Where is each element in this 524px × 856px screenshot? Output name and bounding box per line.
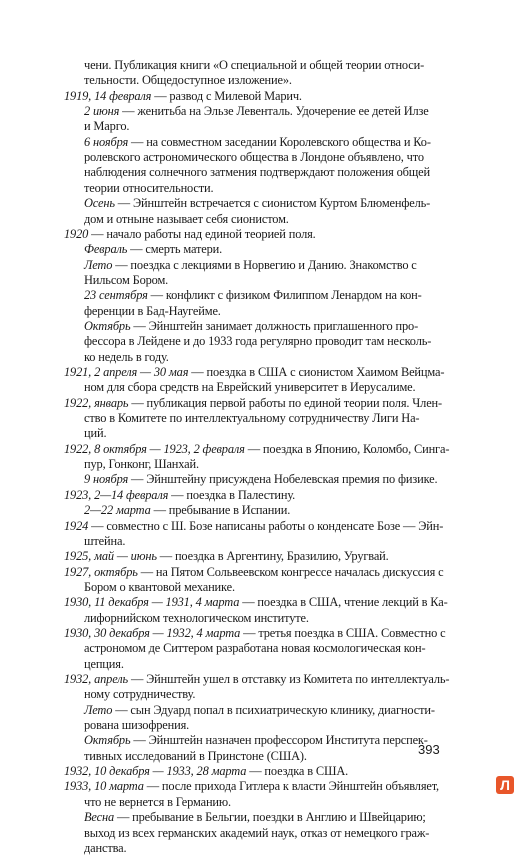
date-label: Октябрь bbox=[84, 733, 131, 748]
line-text: — пребывание в Испании. bbox=[150, 503, 291, 518]
date-label: 1932, 10 декабря — 1933, 28 марта bbox=[64, 764, 247, 779]
text-line bbox=[64, 89, 302, 104]
line-text: — смерть матери. bbox=[127, 242, 223, 257]
text-line bbox=[84, 733, 428, 748]
text-line bbox=[84, 181, 213, 196]
line-text: — на совместном заседании Королевского общества и Ко- bbox=[128, 134, 431, 149]
text-line bbox=[84, 703, 435, 718]
text-line bbox=[64, 227, 316, 242]
text-line bbox=[84, 426, 106, 441]
text-line bbox=[84, 503, 290, 518]
line-text: выход из всех германских академий наук, отказ от немецкого граж- bbox=[84, 825, 430, 840]
text-line bbox=[84, 150, 424, 165]
text-line bbox=[84, 135, 431, 150]
line-text: ций. bbox=[84, 426, 107, 441]
date-label: 1922, январь bbox=[64, 395, 129, 410]
line-text: — сын Эдуард попал в психиатрическую клинику, диагности- bbox=[112, 702, 435, 717]
line-text: тельности. Общедоступное изложение». bbox=[84, 73, 292, 88]
line-text: — после прихода Гитлера к власти Эйнштейн объявляет, bbox=[143, 779, 440, 794]
line-text: — поездка в Аргентину, Бразилию, Уругвай. bbox=[156, 549, 389, 564]
line-text: Нильсом Бором. bbox=[84, 272, 169, 287]
text-line bbox=[84, 472, 437, 487]
text-line bbox=[64, 764, 348, 779]
line-text: — женитьба на Эльзе Левенталь. Удочерение ее детей Илзе bbox=[119, 104, 429, 119]
text-line bbox=[84, 641, 425, 656]
line-text: — поездка с лекциями в Норвегию и Данию. Знакомство с bbox=[112, 257, 417, 272]
text-line bbox=[84, 304, 221, 319]
date-label: 2—22 марта bbox=[84, 503, 151, 518]
text-line bbox=[84, 212, 289, 227]
line-text: — Эйнштейн назначен профессором Института перспек- bbox=[130, 733, 428, 748]
text-line bbox=[84, 687, 195, 702]
text-line bbox=[84, 810, 426, 825]
date-label: 23 сентября bbox=[84, 288, 148, 303]
line-text: фессора в Лейдене и до 1933 года регулярно проводит там несколь- bbox=[84, 334, 432, 349]
date-label: Лето bbox=[84, 702, 113, 717]
date-label: 1924 bbox=[64, 518, 89, 533]
line-text: что не вернется в Германию. bbox=[84, 794, 231, 809]
text-line bbox=[64, 595, 448, 610]
line-text: — начало работы над единой теорией поля. bbox=[88, 226, 316, 241]
text-line bbox=[84, 841, 126, 856]
date-label: Весна bbox=[84, 810, 114, 825]
text-line bbox=[84, 534, 125, 549]
text-line bbox=[84, 795, 231, 810]
text-line bbox=[84, 196, 430, 211]
text-line bbox=[64, 626, 446, 641]
text-line bbox=[84, 165, 430, 180]
date-label: 1919, 14 февраля bbox=[64, 88, 152, 103]
text-line bbox=[64, 779, 439, 794]
text-line bbox=[64, 442, 449, 457]
publisher-logo-icon: Л bbox=[496, 776, 514, 794]
line-text: ференции в Бад-Наугейме. bbox=[84, 303, 221, 318]
text-line bbox=[84, 73, 292, 88]
date-label: 1925, май — июнь bbox=[64, 549, 157, 564]
text-line bbox=[64, 519, 443, 534]
line-text: — Эйнштейн встречается с сионистом Куртом Блюменфель- bbox=[114, 196, 431, 211]
text-line bbox=[84, 749, 307, 764]
date-label: 1923, 2—14 февраля bbox=[64, 487, 169, 502]
text-line bbox=[84, 273, 168, 288]
text-line bbox=[64, 396, 442, 411]
line-text: — третья поездка в США. Совместно с bbox=[240, 625, 446, 640]
line-text: — поездка в США с сионистом Хаимом Вейцма- bbox=[188, 365, 445, 379]
line-text: наблюдения солнечного затмения подтверждают положения общей bbox=[84, 165, 430, 180]
date-label: 6 ноября bbox=[84, 134, 129, 149]
date-label: 1933, 10 марта bbox=[64, 779, 144, 794]
text-line bbox=[64, 672, 449, 687]
text-line bbox=[84, 334, 431, 349]
line-text: и Марго. bbox=[84, 119, 130, 134]
text-line bbox=[64, 565, 443, 580]
line-text: цепция. bbox=[84, 656, 124, 671]
date-label: 1932, апрель bbox=[64, 672, 128, 686]
text-line bbox=[84, 611, 309, 626]
date-label: 9 ноября bbox=[84, 472, 129, 487]
text-line bbox=[84, 104, 429, 119]
text-line bbox=[84, 350, 169, 365]
line-text: — поездка в Японию, Коломбо, Синга- bbox=[244, 441, 450, 456]
page-number: 393 bbox=[418, 742, 440, 757]
text-line bbox=[64, 365, 444, 380]
line-text: астрономом де Ситтером разработана новая космологическая кон- bbox=[84, 641, 426, 656]
text-line bbox=[84, 826, 429, 841]
text-line bbox=[84, 258, 417, 273]
text-line bbox=[84, 457, 199, 472]
line-text: Бором о квантовой механике. bbox=[84, 579, 235, 594]
text-line bbox=[64, 549, 389, 564]
date-label: Лето bbox=[84, 257, 113, 272]
line-text: — на Пятом Сольвеевском конгрессе началась дискуссия с bbox=[137, 564, 444, 579]
date-label: 1930, 30 декабря — 1932, 4 марта bbox=[64, 625, 241, 640]
line-text: ство в Комитете по интеллектуальному сотрудничеству Лиги На- bbox=[84, 411, 420, 426]
date-label: 1927, октябрь bbox=[64, 564, 138, 579]
line-text: — поездка в Палестину. bbox=[168, 487, 296, 502]
line-text: данства. bbox=[84, 840, 127, 855]
text-line bbox=[84, 580, 235, 595]
text-line bbox=[84, 411, 419, 426]
line-text: ролевского астрономического общества в Лондоне объявлено, что bbox=[84, 150, 424, 165]
date-label: 1920 bbox=[64, 226, 89, 241]
line-text: ном для сбора средств на Еврейский университет в Иерусалиме. bbox=[84, 380, 416, 395]
text-line bbox=[84, 718, 189, 733]
date-label: Октябрь bbox=[84, 318, 131, 333]
line-text: теории относительности. bbox=[84, 180, 214, 195]
date-label: 1922, 8 октября — 1923, 2 февраля bbox=[64, 441, 245, 456]
line-text: — конфликт с физиком Филиппом Ленардом на кон- bbox=[147, 288, 422, 303]
line-text: дом и отныне называет себя сионистом. bbox=[84, 211, 289, 226]
line-text: — поездка в США. bbox=[246, 764, 349, 779]
text-line bbox=[84, 319, 418, 334]
date-label: 2 июня bbox=[84, 104, 120, 119]
text-line bbox=[84, 380, 415, 395]
line-text: — Эйнштейну присуждена Нобелевская премия по физике. bbox=[128, 472, 438, 487]
line-text: тивных исследований в Принстоне (США). bbox=[84, 748, 307, 763]
line-text: — развод с Милевой Марич. bbox=[151, 88, 302, 103]
date-label: Осень bbox=[84, 196, 115, 211]
line-text: пур, Гонконг, Шанхай. bbox=[84, 457, 199, 472]
line-text: чени. Публикация книги «О специальной и общей теории относи- bbox=[84, 58, 425, 72]
line-text: — публикация первой работы по единой теории поля. Член- bbox=[128, 395, 443, 410]
line-text: ко недель в году. bbox=[84, 349, 169, 364]
line-text: штейна. bbox=[84, 533, 126, 548]
line-text: лифорнийском технологическом институте. bbox=[84, 610, 309, 625]
text-line bbox=[84, 657, 124, 672]
line-text: — поездка в США, чтение лекций в Ка- bbox=[239, 595, 448, 610]
line-text: ному сотрудничеству. bbox=[84, 687, 196, 702]
line-text: — пребывание в Бельгии, поездки в Англию и Швейцарию; bbox=[114, 810, 426, 825]
text-line bbox=[84, 58, 424, 73]
text-line bbox=[84, 242, 222, 257]
text-line bbox=[84, 288, 422, 303]
line-text: — Эйнштейн занимает должность приглашенного про- bbox=[130, 318, 419, 333]
date-label: Февраль bbox=[84, 242, 128, 257]
date-label: 1921, 2 апреля — 30 мая bbox=[64, 365, 189, 379]
line-text: — совместно с Ш. Бозе написаны работы о конденсате Бозе — Эйн- bbox=[88, 518, 444, 533]
line-text: — Эйнштейн ушел в отставку из Комитета по интеллектуаль- bbox=[128, 672, 450, 686]
date-label: 1930, 11 декабря — 1931, 4 марта bbox=[64, 595, 240, 610]
text-line bbox=[84, 119, 129, 134]
text-line bbox=[64, 488, 295, 503]
line-text: рована шизофрения. bbox=[84, 718, 190, 733]
